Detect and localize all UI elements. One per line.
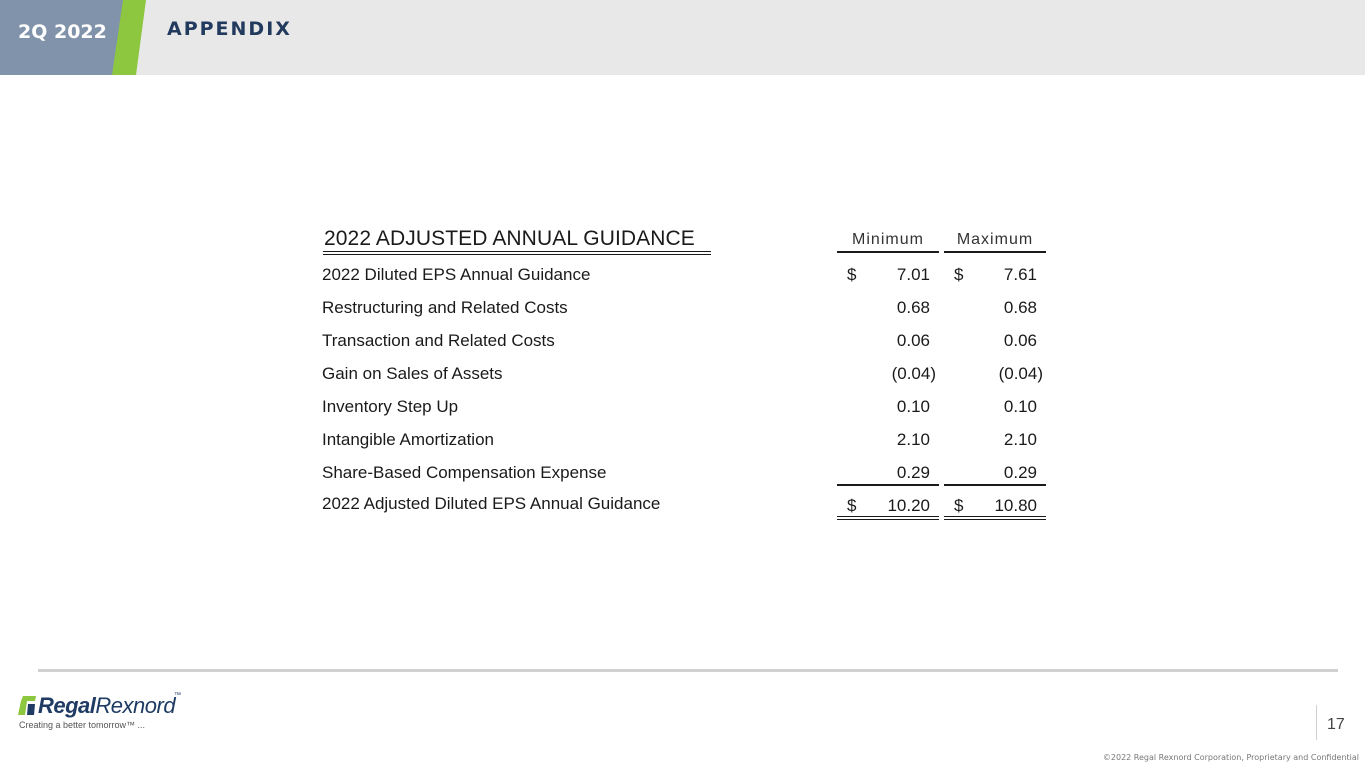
row-label: 2022 Adjusted Diluted EPS Annual Guidance xyxy=(322,494,661,513)
row-label: Intangible Amortization xyxy=(322,430,494,449)
logo-wordmark xyxy=(38,693,175,719)
tagline: Creating a better tomorrow™ ... xyxy=(19,720,146,730)
copyright-notice: ©2022 Regal Rexnord Corporation, Proprietary and Confidential xyxy=(1102,753,1359,762)
page-number: 17 xyxy=(1327,716,1345,733)
row-label: Gain on Sales of Assets xyxy=(322,364,503,383)
table-header-row xyxy=(322,222,1052,254)
table-title: 2022 ADJUSTED ANNUAL GUIDANCE xyxy=(324,227,695,250)
total-double-rule-maximum xyxy=(944,516,1046,520)
column-header-maximum: Maximum xyxy=(956,231,1034,248)
title-underline xyxy=(323,251,711,255)
row-label: Transaction and Related Costs xyxy=(322,331,555,350)
maximum-value: 0.29 xyxy=(1003,463,1037,482)
total-double-rule-minimum xyxy=(837,516,939,520)
row-label: 2022 Diluted EPS Annual Guidance xyxy=(322,265,591,284)
logo-trademark: ™ xyxy=(174,692,181,699)
maximum-value: 10.80 xyxy=(994,496,1037,515)
maximum-value: 0.10 xyxy=(1003,397,1037,416)
maximum-value: 2.10 xyxy=(1003,430,1037,449)
dollar-sign: $ xyxy=(847,496,857,515)
subtotal-rule-minimum xyxy=(837,484,939,486)
column-rule-maximum xyxy=(944,251,1046,253)
table-row xyxy=(322,265,1052,289)
dollar-sign: $ xyxy=(847,265,857,284)
minimum-value: 2.10 xyxy=(896,430,930,449)
minimum-value: 0.10 xyxy=(896,397,930,416)
maximum-value: (0.04) xyxy=(998,364,1043,383)
table-row-total xyxy=(322,494,1052,518)
row-label: Restructuring and Related Costs xyxy=(322,298,568,317)
quarter-block xyxy=(0,0,125,75)
logo-mark-icon xyxy=(18,696,36,715)
minimum-value: 0.29 xyxy=(896,463,930,482)
table-row xyxy=(322,397,1052,421)
logo-wordmark-rexnord: Rexnord xyxy=(95,693,176,718)
row-label: Share-Based Compensation Expense xyxy=(322,463,607,482)
minimum-value: 0.06 xyxy=(896,331,930,350)
page-number-separator xyxy=(1316,705,1317,740)
logo-wordmark-regal: Regal xyxy=(38,693,96,718)
maximum-value: 7.61 xyxy=(1003,265,1037,284)
table-row xyxy=(322,463,1052,487)
footer-divider xyxy=(38,669,1338,672)
section-title: APPENDIX xyxy=(167,18,292,40)
table-row xyxy=(322,364,1052,388)
table-row xyxy=(322,430,1052,454)
row-label: Inventory Step Up xyxy=(322,397,459,416)
quarter-label: 2Q 2022 xyxy=(18,21,107,43)
column-header-minimum: Minimum xyxy=(852,231,924,248)
minimum-value: 10.20 xyxy=(887,496,930,515)
minimum-value: 7.01 xyxy=(896,265,930,284)
maximum-value: 0.06 xyxy=(1003,331,1037,350)
green-accent-stripe xyxy=(112,0,146,75)
column-rule-minimum xyxy=(837,251,939,253)
header-band xyxy=(0,0,1365,75)
dollar-sign: $ xyxy=(954,265,964,284)
subtotal-rule-maximum xyxy=(944,484,1046,486)
minimum-value: (0.04) xyxy=(891,364,936,383)
table-row xyxy=(322,298,1052,322)
minimum-value: 0.68 xyxy=(896,298,930,317)
table-row xyxy=(322,331,1052,355)
dollar-sign: $ xyxy=(954,496,964,515)
maximum-value: 0.68 xyxy=(1003,298,1037,317)
